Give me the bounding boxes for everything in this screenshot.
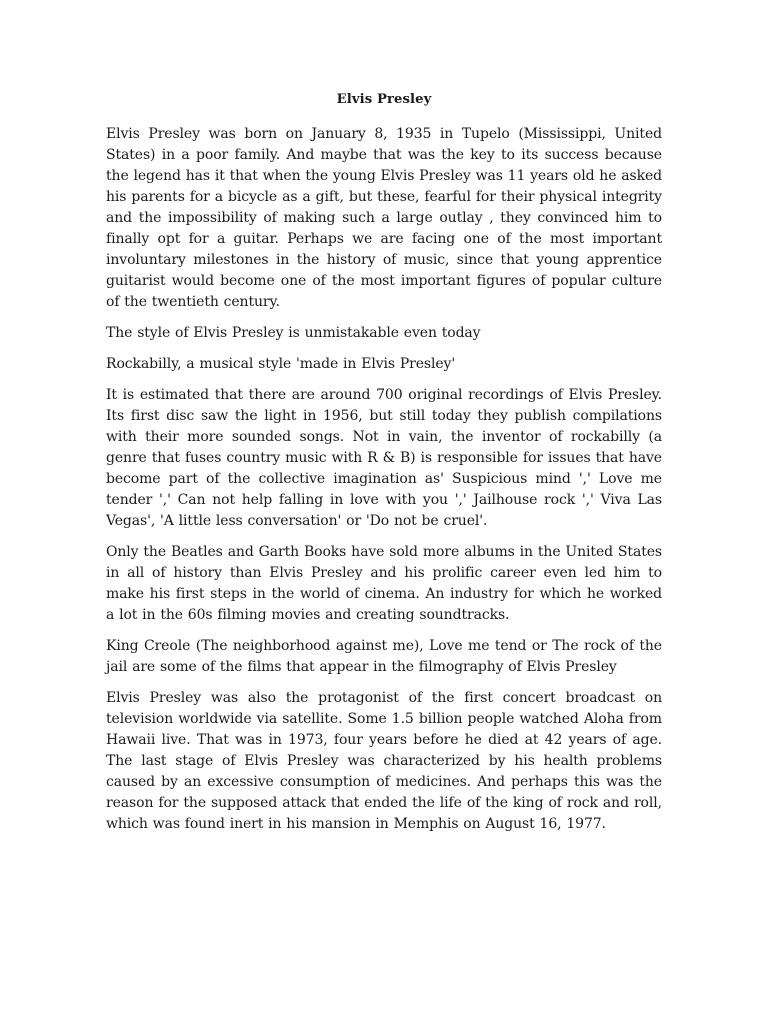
paragraph-style-heading: The style of Elvis Presley is unmistakable even today bbox=[106, 325, 481, 341]
paragraph-rockabilly-heading: Rockabilly, a musical style 'made in Elvis Presley' bbox=[106, 356, 456, 372]
paragraph-recordings: It is estimated that there are around 700 original recordings of Elvis Presley. Its first disc saw the light in 1956, but still today they publish compilations with their more sounded songs. Not in vain, the inventor of rockabilly (a genre that fuses country music with R & B) is responsible for issues that have become part of the collective imagination as' Suspicious mind ',' Love me tender ',' Can not help falling in love with you ',' Jailhouse rock ',' Viva Las Vegas', 'A little less conversation' or 'Do not be cruel'. bbox=[106, 387, 662, 529]
paragraph-birth: Elvis Presley was born on January 8, 1935 in Tupelo (Mississippi, United States) in a poor family. And maybe that was the key to its success because the legend has it that when the young Elvis Presley was 11 years old he asked his parents for a bicycle as a gift, but these, fearful for their physical integrity and the impossibility of making such a large outlay , they convinced him to finally opt for a guitar. Perhaps we are facing one of the most important involuntary milestones in the history of music, since that young apprentice guitarist would become one of the most important figures of popular culture of the twentieth century. bbox=[106, 126, 662, 310]
paragraph-albums: Only the Beatles and Garth Books have sold more albums in the United States in all of history than Elvis Presley and his prolific career even led him to make his first steps in the world of cinema. An industry for which he worked a lot in the 60s filming movies and creating soundtracks. bbox=[106, 544, 662, 623]
paragraph-broadcast: Elvis Presley was also the protagonist of the first concert broadcast on television worldwide via satellite. Some 1.5 billion people watched Aloha from Hawaii live. That was in 1973, four years before he died at 42 years of age. The last stage of Elvis Presley was characterized by his health problems caused by an excessive consumption of medicines. And perhaps this was the reason for the supposed attack that ended the life of the king of rock and roll, which was found inert in his mansion in Memphis on August 16, 1977. bbox=[106, 690, 662, 832]
paragraph-films: King Creole (The neighborhood against me), Love me tend or The rock of the jail are some of the films that appear in the filmography of Elvis Presley bbox=[106, 638, 662, 675]
document-title: Elvis Presley bbox=[336, 92, 432, 107]
